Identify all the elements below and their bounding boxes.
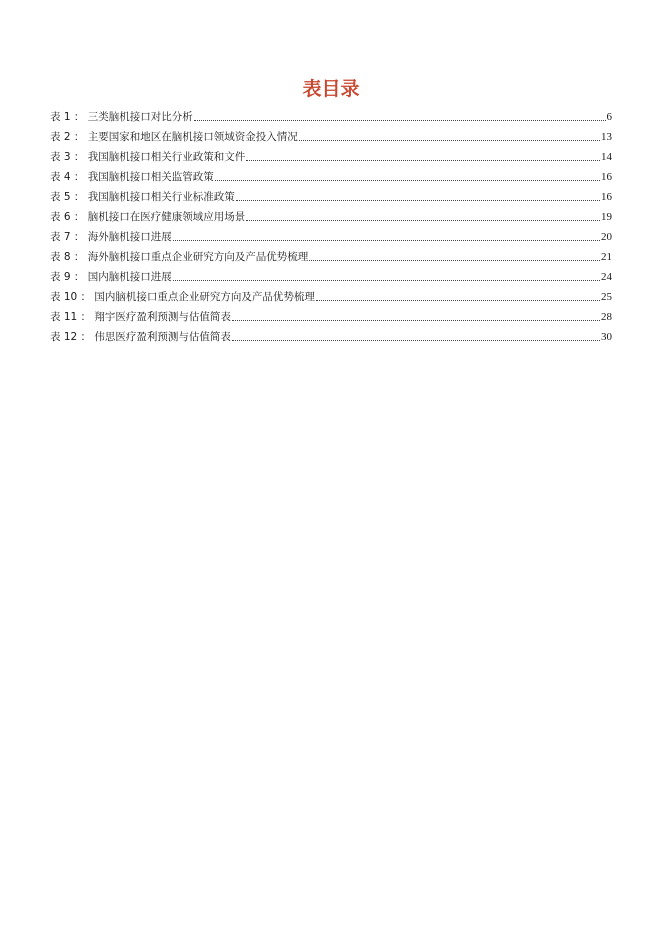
toc-entry-label: 表 2 ： 主要国家和地区在脑机接口领域资金投入情况	[50, 131, 298, 143]
leader-dots	[299, 140, 600, 141]
leader-dots	[232, 340, 600, 341]
toc-entry-label: 表 7 ： 海外脑机接口进展	[50, 231, 172, 243]
table-of-contents	[50, 104, 612, 344]
leader-dots	[194, 120, 606, 121]
leader-dots	[215, 180, 600, 181]
toc-entry[interactable]	[50, 164, 612, 184]
page-title: 表目录	[302, 78, 360, 100]
toc-entry-page: 28	[601, 311, 612, 323]
toc-entry-page: 24	[601, 271, 612, 283]
toc-entry-label: 表 11 ： 翔宇医疗盈利预测与估值简表	[50, 311, 231, 323]
toc-entry-label: 表 9 ： 国内脑机接口进展	[50, 271, 172, 283]
toc-entry-page: 6	[606, 111, 612, 123]
toc-entry-label: 表 12 ： 伟思医疗盈利预测与估值简表	[50, 331, 231, 343]
toc-entry-label: 表 4 ： 我国脑机接口相关监管政策	[50, 171, 214, 183]
toc-entry[interactable]	[50, 244, 612, 264]
leader-dots	[173, 240, 600, 241]
toc-entry[interactable]	[50, 284, 612, 304]
toc-entry-page: 20	[601, 231, 612, 243]
toc-entry-page: 21	[601, 251, 612, 263]
toc-entry-page: 30	[601, 331, 612, 343]
leader-dots	[232, 320, 600, 321]
toc-entry[interactable]	[50, 124, 612, 144]
toc-entry-page: 16	[601, 171, 612, 183]
leader-dots	[246, 220, 600, 221]
toc-entry[interactable]	[50, 144, 612, 164]
leader-dots	[316, 300, 600, 301]
toc-entry-page: 25	[601, 291, 612, 303]
toc-entry[interactable]	[50, 304, 612, 324]
toc-entry-page: 19	[601, 211, 612, 223]
toc-entry[interactable]	[50, 104, 612, 124]
leader-dots	[309, 260, 600, 261]
leader-dots	[246, 160, 600, 161]
leader-dots	[173, 280, 600, 281]
toc-entry[interactable]	[50, 264, 612, 284]
toc-entry[interactable]	[50, 204, 612, 224]
toc-entry-page: 16	[601, 191, 612, 203]
toc-entry-label: 表 1 ： 三类脑机接口对比分析	[50, 111, 193, 123]
toc-entry[interactable]	[50, 224, 612, 244]
toc-entry-label: 表 3 ： 我国脑机接口相关行业政策和文件	[50, 151, 246, 163]
toc-entry[interactable]	[50, 184, 612, 204]
toc-entry-page: 14	[601, 151, 612, 163]
toc-entry-label: 表 5 ： 我国脑机接口相关行业标准政策	[50, 191, 235, 203]
leader-dots	[236, 200, 600, 201]
toc-entry-label: 表 6 ： 脑机接口在医疗健康领域应用场景	[50, 211, 246, 223]
toc-entry-page: 13	[601, 131, 612, 143]
toc-entry-label: 表 8 ： 海外脑机接口重点企业研究方向及产品优势梳理	[50, 251, 309, 263]
toc-entry[interactable]	[50, 324, 612, 344]
toc-entry-label: 表 10 ： 国内脑机接口重点企业研究方向及产品优势梳理	[50, 291, 315, 303]
